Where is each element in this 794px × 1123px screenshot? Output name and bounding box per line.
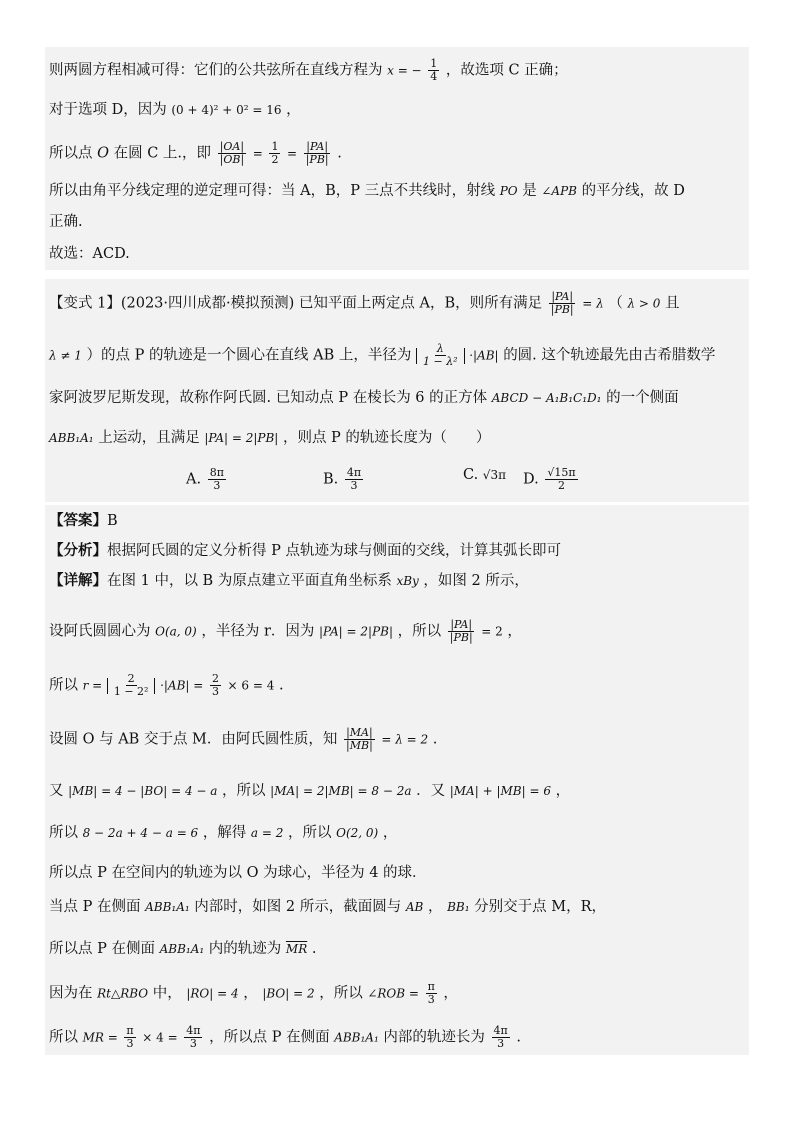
option-value: √3π — [482, 468, 506, 482]
option-label: B. — [323, 471, 339, 488]
text: 是 — [522, 183, 537, 199]
numerator: λ — [436, 342, 444, 355]
text-line — [49, 823, 745, 843]
fraction — [218, 141, 247, 166]
arc: $\overline{MR}$ — [285, 942, 308, 956]
numerator: √15π — [547, 466, 576, 479]
math: = — [287, 146, 298, 161]
text: 设圆 O 与 AB 交于点 M．由阿氏圆性质，知 — [49, 731, 338, 748]
denominator: |PB| — [305, 153, 329, 166]
text-line — [49, 58, 745, 83]
text: 则两圆方程相减可得：它们的公共弦所在直线方程为 — [49, 62, 383, 79]
text: ， — [243, 985, 258, 1002]
text: 当点 P 在侧面 — [49, 899, 141, 915]
fraction — [545, 467, 577, 492]
numerator: |PA| — [551, 290, 574, 303]
math: |MA| + |MB| = 6 — [449, 784, 551, 798]
text: ， — [443, 985, 458, 1002]
option-d[interactable] — [523, 467, 580, 492]
text: . — [311, 941, 317, 957]
text-line: 故选：ACD. — [49, 246, 130, 262]
math: O(a, 0) — [155, 624, 197, 639]
denominator: |PB| — [550, 303, 574, 316]
text: . — [337, 145, 342, 162]
text-line: 所以点 P 在空间内的轨迹为以 O 为球心，半径为 4 的球． — [49, 865, 427, 881]
text: 所以 — [49, 677, 78, 694]
option-label: C. — [463, 467, 479, 483]
text: ，所以 — [288, 825, 332, 841]
numerator: 4π — [493, 1024, 508, 1037]
fraction — [304, 141, 331, 166]
text: 所以由角平分线定理的逆定理可得：当 A，B，P 三点不共线时，射线 — [49, 183, 496, 199]
text-line — [49, 181, 745, 201]
fraction — [448, 619, 475, 644]
text: ．又 — [416, 783, 446, 799]
numerator: π — [427, 980, 435, 993]
text: 家阿波罗尼斯发现，故称作阿氏圆. 已知动点 P 在棱长为 6 的正方体 — [49, 390, 488, 406]
denominator: 2 — [271, 153, 279, 166]
text-line — [49, 428, 745, 448]
text-line — [49, 291, 745, 316]
text: 因为在 — [49, 985, 93, 1002]
text-line — [49, 100, 745, 120]
text: . — [432, 731, 438, 748]
text: ，所以 — [397, 623, 442, 640]
math: PO — [499, 184, 518, 198]
text: . — [278, 677, 284, 694]
text: ，所以点 P 在侧面 — [209, 1029, 330, 1046]
math: ·|AB| — [469, 348, 499, 363]
math: |MB| = 4 − |BO| = 4 − a — [68, 784, 218, 798]
denominator: 3 — [350, 479, 358, 492]
text: 中， — [152, 985, 182, 1002]
fraction — [344, 727, 375, 752]
text-line — [49, 897, 745, 917]
text: 对于选项 D，因为 — [49, 102, 167, 118]
analysis-text: 根据阿氏圆的定义分析得 P 点轨迹为球与侧面的交线，计算其弧长即可 — [107, 543, 561, 559]
text: 内的轨迹为 — [208, 941, 282, 957]
text-line — [49, 619, 745, 644]
numerator: |PA| — [306, 140, 329, 153]
math: O(2, 0) — [336, 826, 379, 840]
numerator: 8π — [209, 466, 224, 479]
answer-label: 【答案】 — [49, 512, 107, 529]
text: . — [516, 1029, 521, 1046]
math: ·|AB| = — [160, 678, 204, 693]
math: ABB₁A₁ — [159, 942, 205, 956]
analysis-line — [49, 541, 745, 561]
numerator: 2 — [127, 672, 135, 685]
denominator: |PB| — [449, 631, 473, 644]
denominator: 2 — [557, 479, 565, 492]
text: 的平分线，故 D — [581, 183, 685, 199]
numerator: 4π — [186, 1024, 201, 1037]
text-line — [49, 939, 745, 959]
denominator: 3 — [427, 993, 435, 1006]
fraction — [345, 467, 363, 492]
text: （ — [608, 295, 623, 312]
numerator: π — [126, 1024, 134, 1037]
text: ，所以 — [319, 985, 363, 1002]
answer-value: B — [107, 513, 118, 529]
problem-block — [45, 279, 749, 502]
fraction — [428, 58, 439, 83]
text: ， — [427, 899, 443, 915]
text: ，解得 — [202, 825, 247, 841]
numerator: |MA| — [346, 726, 373, 739]
option-a[interactable] — [186, 467, 228, 492]
text: 且 — [665, 295, 680, 312]
text: ， — [555, 783, 571, 799]
text: 又 — [49, 783, 64, 799]
detail-label: 【详解】 — [49, 572, 107, 589]
math: x = − — [387, 63, 422, 78]
math: ABB₁A₁ — [145, 900, 190, 914]
text: ， — [286, 102, 301, 118]
math: ABB₁A₁ — [334, 1030, 379, 1045]
solution-block — [45, 505, 749, 1055]
text: 所以 — [49, 825, 78, 841]
text: ，所以 — [222, 783, 266, 799]
math: |RO| = 4 — [186, 986, 239, 1001]
denominator: 3 — [211, 685, 219, 698]
fraction — [184, 1025, 202, 1050]
option-label: A. — [186, 471, 202, 488]
text: 设阿氏圆圆心为 — [49, 623, 151, 640]
text: 在圆 C 上.，即 — [113, 145, 212, 162]
numerator: 1 — [430, 57, 438, 70]
text: 所以 — [49, 1029, 78, 1046]
answer-line — [49, 511, 745, 531]
denominator: 1 − λ² — [422, 355, 458, 368]
text-line — [49, 673, 745, 698]
text: 分别交于点 M，R， — [474, 899, 606, 915]
math: |BO| = 2 — [262, 986, 315, 1001]
fraction — [208, 467, 226, 492]
math: × 4 = — [142, 1030, 178, 1045]
numerator: 4π — [346, 466, 362, 479]
math: ∠APB — [541, 184, 577, 198]
fraction — [269, 141, 280, 166]
math: (0 + 4)² + 0² = 16 — [171, 103, 282, 117]
arc: MR = — [82, 1030, 118, 1045]
text: ，则点 P 的轨迹长度为（ ） — [282, 430, 491, 446]
text-line — [49, 1025, 745, 1050]
denominator: 1 − 2² — [113, 685, 149, 698]
numerator: |PA| — [450, 618, 473, 631]
text-line — [49, 343, 745, 368]
math: BB₁ — [447, 900, 470, 914]
text: 【变式 1】(2023·四川成都·模拟预测) 已知平面上两定点 A，B，则所有满足 — [49, 295, 543, 312]
math: = λ = 2 — [381, 732, 429, 747]
text: 内部时，如图 2 所示，截面圆与 — [194, 899, 402, 915]
text: ， — [507, 623, 522, 640]
denominator: |MB| — [346, 739, 373, 752]
text: 在图 1 中，以 B 为原点建立平面直角坐标系 — [107, 573, 392, 589]
analysis-label: 【分析】 — [49, 542, 107, 559]
math: ∠ROB = — [367, 986, 419, 1001]
math: = — [252, 146, 263, 161]
text: ， — [382, 825, 398, 841]
text: 上运动，且满足 — [98, 430, 200, 446]
option-c[interactable] — [463, 467, 506, 483]
text-line — [49, 141, 745, 166]
math: xBy — [396, 574, 419, 588]
denominator: |OB| — [219, 153, 245, 166]
math: O — [97, 145, 109, 162]
numerator: 2 — [211, 672, 219, 685]
fraction — [421, 343, 460, 368]
math: ABB₁A₁ — [49, 431, 94, 445]
math: r = — [82, 678, 103, 693]
fraction — [549, 291, 576, 316]
denominator: 4 — [430, 70, 438, 83]
text-line — [49, 981, 745, 1006]
math: λ ≠ 1 — [49, 348, 82, 363]
denominator: 3 — [189, 1037, 197, 1050]
numerator: 1 — [271, 140, 279, 153]
text: 所以点 — [49, 145, 93, 162]
text: ，故选项 C 正确； — [445, 62, 568, 79]
text-line: 正确. — [49, 214, 83, 230]
numerator: |OA| — [219, 140, 245, 153]
text: ）的点 P 的轨迹是一个圆心在直线 AB 上，半径为 — [86, 347, 412, 364]
text-line — [49, 727, 745, 752]
text: 的一个侧面 — [606, 390, 679, 406]
option-label: D. — [523, 471, 539, 488]
math: ABCD − A₁B₁C₁D₁ — [491, 391, 602, 405]
solution-continuation-block — [45, 47, 749, 270]
denominator: 3 — [497, 1037, 505, 1050]
math: Rt△RBO — [97, 986, 149, 1001]
text: 内部的轨迹长为 — [383, 1029, 485, 1046]
denominator: 3 — [126, 1037, 134, 1050]
fraction — [210, 673, 221, 698]
fraction — [492, 1025, 510, 1050]
text-line — [49, 781, 745, 801]
text: ，如图 2 所示， — [423, 573, 529, 589]
math: = 2 — [481, 624, 503, 639]
fraction — [124, 1025, 135, 1050]
math: |PA| = 2|PB| — [204, 431, 279, 445]
denominator: 3 — [213, 479, 221, 492]
text: ，半径为 r．因为 — [201, 623, 315, 640]
detail-line — [49, 571, 745, 591]
option-b[interactable] — [323, 467, 365, 492]
math: a = 2 — [250, 826, 284, 840]
text: 所以点 P 在侧面 — [49, 941, 155, 957]
math: 8 − 2a + 4 − a = 6 — [82, 826, 199, 840]
math: × 6 = 4 — [227, 678, 275, 693]
text: 的圆. 这个轨迹最先由古希腊数学 — [503, 347, 716, 364]
math: |PA| = 2|PB| — [319, 624, 394, 639]
math: = λ — [582, 296, 604, 311]
math: AB — [405, 900, 424, 914]
fraction — [112, 673, 151, 698]
text-line — [49, 388, 745, 408]
math: |MA| = 2|MB| = 8 − 2a — [270, 784, 412, 798]
math: λ > 0 — [627, 296, 661, 311]
fraction — [426, 981, 437, 1006]
